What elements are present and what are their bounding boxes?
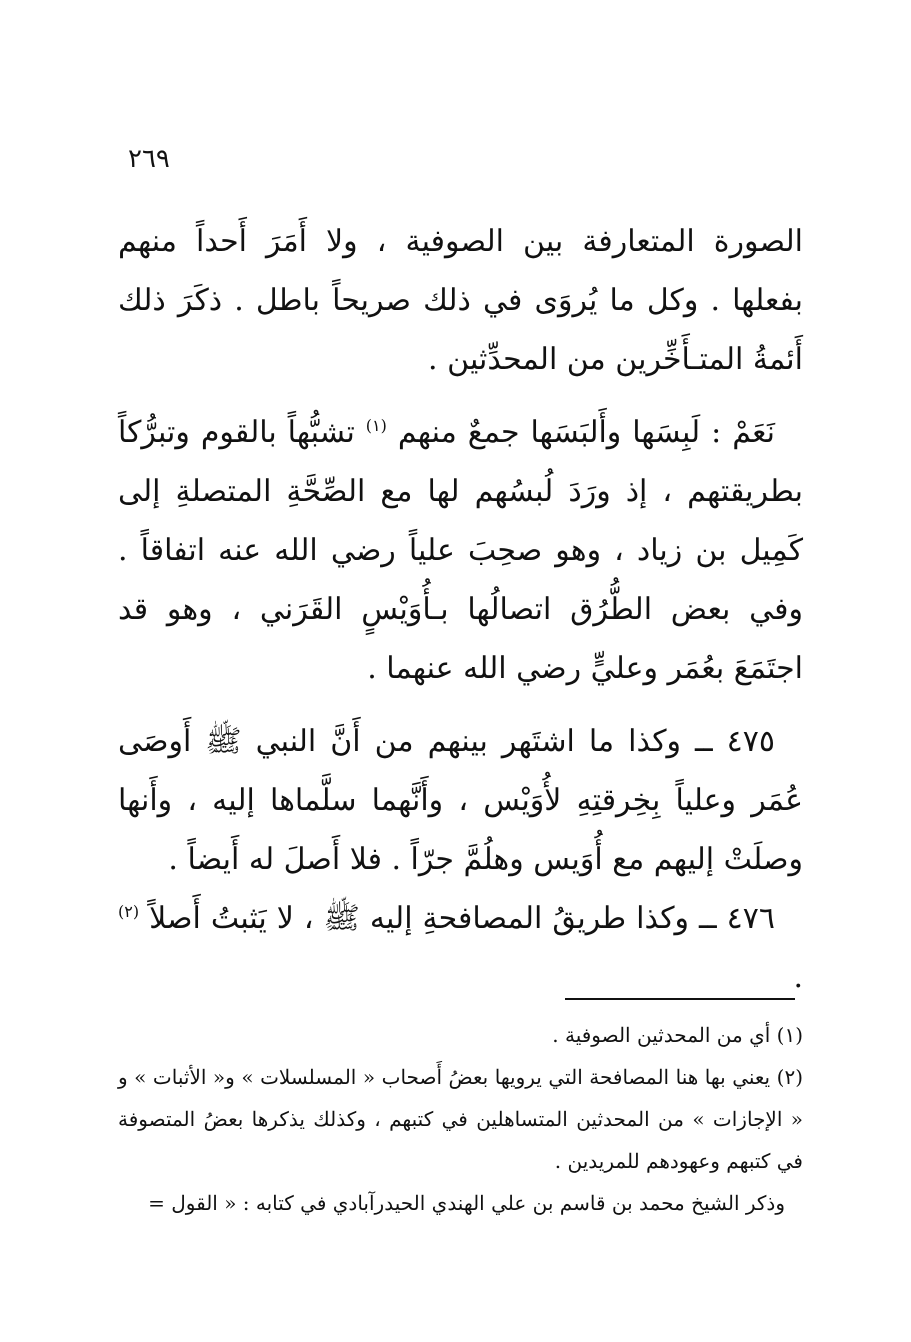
paragraph-text: نَعَمْ : لَبِسَها وأَلبَسَها جمعٌ منهم xyxy=(397,415,775,450)
footnote-separator xyxy=(565,998,795,1000)
footnote-1: (١) أي من المحدثين الصوفية . xyxy=(552,1023,803,1047)
paragraph-475: ٤٧٥ ــ وكذا ما اشتَهر بينهم من أَنَّ النبي ﷺ أَوصَى عُمَر وعلياً بِخِرقتِهِ لأُوَيْس ، وأَنَّهما سلَّماها إليه ، وأَنها وصلَتْ إليهم مع أُوَيس وهلُمَّ جرّاً . فلا أَصلَ له أَيضاً . xyxy=(118,724,803,877)
footnote-reference-1: (١) xyxy=(365,416,387,435)
footnotes xyxy=(118,1014,803,1224)
page-number: ٢٦٩ xyxy=(128,144,170,174)
paragraph-text: ٤٧٦ ــ وكذا طريقُ المصافحةِ إليه ﷺ ، لا يَثبتُ أَصلاً xyxy=(149,901,775,936)
paragraph-476 xyxy=(118,889,803,1007)
footnote-2-continuation: وذكر الشيخ محمد بن قاسم بن علي الهندي الحيدرآبادي في كتابه : « القول = xyxy=(148,1191,785,1215)
footnote-2: (٢) يعني بها هنا المصافحة التي يرويها بعضُ أَصحاب « المسلسلات » و« الأثبات » و « الإجازات » من المحدثين المتساهلين في كتبهم ، وكذلك يذكرها بعضُ المتصوفة في كتبهم وعهودهم للمريدين . xyxy=(118,1065,803,1173)
paragraph-text: تشبُّهاً بالقوم وتبرُّكاً بطريقتهم ، إذ ورَدَ لُبسُهم لها مع الصِّحَّةِ المتصلةِ إلى كَمِيل بن زياد ، وهو صحِبَ علياً رضي الله عنه اتفاقاً . وفي بعض الطُّرُق اتصالُها بـأُوَيْسٍ القَرَني ، وهو قد اجتَمَعَ بعُمَر وعليٍّ رضي الله عنهما . xyxy=(118,415,803,686)
main-text xyxy=(118,212,803,1007)
paragraph-wearing-cloak xyxy=(118,403,803,698)
paragraph-continuation: الصورة المتعارفة بين الصوفية ، ولا أَمَرَ أَحداً منهم بفعلها . وكل ما يُروَى في ذلك صريحاً باطل . ذكَرَ ذلك أَئمةُ المتـأَخِّرين من المحدِّثين . xyxy=(118,224,803,377)
footnote-reference-2: (٢) xyxy=(118,902,140,921)
paragraph-text: . xyxy=(793,960,803,995)
